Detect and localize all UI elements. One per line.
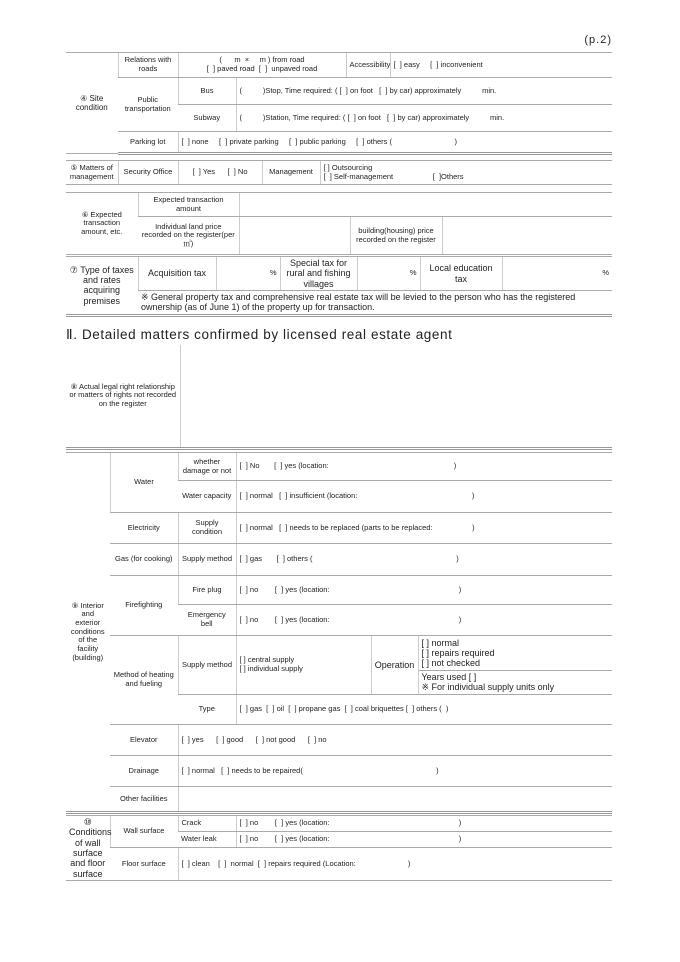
floor-surface-label: Floor surface bbox=[110, 847, 178, 880]
individual-supply-option[interactable]: [ ] individual supply bbox=[239, 664, 303, 673]
land-price-field[interactable] bbox=[239, 217, 350, 255]
management-table bbox=[66, 160, 612, 185]
bus-label: Bus bbox=[178, 78, 236, 105]
parking-label: Parking lot bbox=[118, 132, 178, 154]
taxes-table bbox=[66, 256, 612, 317]
acquisition-tax-field[interactable]: % bbox=[216, 257, 280, 291]
self-management-option[interactable]: [ ] Self-management [ ]Others bbox=[323, 171, 464, 181]
expected-amount-field[interactable] bbox=[239, 193, 612, 217]
site-condition-label: ④ Site condition bbox=[66, 53, 118, 154]
drainage-field[interactable]: [ ] normal [ ] needs to be repaired( ) bbox=[178, 756, 612, 787]
management-label: Management bbox=[262, 161, 320, 185]
tax-note: ※ General property tax and comprehensive real estate tax will be levied to the person who has the registered ownership (as of June 1) of the property up for transaction. bbox=[138, 291, 612, 316]
road-size: ( m × m ) from road bbox=[219, 55, 305, 65]
operation-repairs-option[interactable]: [ ] repairs required bbox=[421, 647, 495, 658]
operation-label: Operation bbox=[371, 636, 418, 695]
floor-surface-field[interactable]: [ ] clean [ ] normal [ ] repairs required (Location: ) bbox=[178, 847, 612, 880]
road-type: [ ] paved road [ ] unpaved road bbox=[206, 64, 318, 73]
legal-rights-label: ⑧ Actual legal right relationship or matters of rights not recorded on the register bbox=[66, 345, 180, 448]
drainage-label: Drainage bbox=[110, 756, 178, 787]
water-leak-field[interactable]: [ ] no [ ] yes (location: ) bbox=[236, 831, 612, 847]
water-capacity-field[interactable]: [ ] normal [ ] insufficient (location: ) bbox=[236, 481, 612, 513]
accessibility-label: Accessibility bbox=[346, 53, 390, 78]
emergency-bell-field[interactable]: [ ] no [ ] yes (location: ) bbox=[236, 605, 612, 636]
fire-plug-field[interactable]: [ ] no [ ] yes (location: ) bbox=[236, 576, 612, 605]
outsourcing-option[interactable]: [ ] Outsourcing bbox=[323, 162, 373, 172]
special-tax-field[interactable]: % bbox=[357, 257, 420, 291]
crack-field[interactable]: [ ] no [ ] yes (location: ) bbox=[236, 816, 612, 832]
supply-condition-label: Supply condition bbox=[178, 513, 236, 544]
section-heading: Ⅱ. Detailed matters confirmed by licensed real estate agent bbox=[66, 327, 453, 342]
water-leak-label: Water leak bbox=[178, 831, 236, 847]
crack-label: Crack bbox=[178, 816, 236, 832]
fuel-type-field[interactable]: [ ] gas [ ] oil [ ] propane gas [ ] coal briquettes [ ] others ( ) bbox=[236, 695, 612, 725]
subway-label: Subway bbox=[178, 105, 236, 132]
relations-label: Relations with roads bbox=[118, 53, 178, 78]
water-label: Water bbox=[110, 453, 178, 513]
firefighting-label: Firefighting bbox=[110, 576, 178, 636]
water-capacity-label: Water capacity bbox=[178, 481, 236, 513]
fuel-type-label: Type bbox=[178, 695, 236, 725]
operation-normal-option[interactable]: [ ] normal bbox=[421, 637, 460, 648]
operation-field bbox=[418, 636, 612, 695]
years-used-field[interactable]: Years used [ ] bbox=[421, 671, 477, 682]
building-price-field[interactable] bbox=[442, 217, 612, 255]
wall-surface-label: Wall surface bbox=[110, 816, 178, 848]
operation-not-checked-option[interactable]: [ ] not checked bbox=[421, 658, 481, 669]
building-price-label: building(housing) price recorded on the register bbox=[350, 217, 442, 255]
facility-section-label: ⑨ Interior and exterior conditions of the facility (building) bbox=[66, 453, 110, 813]
emergency-bell-label: Emergency bell bbox=[178, 605, 236, 636]
heating-label: Method of heating and fueling bbox=[110, 636, 178, 725]
parking-field[interactable]: [ ] none [ ] private parking [ ] public parking [ ] others ( ) bbox=[178, 132, 612, 154]
electricity-field[interactable]: [ ] normal [ ] needs to be replaced (parts to be replaced: ) bbox=[236, 513, 612, 544]
elevator-label: Elevator bbox=[110, 725, 178, 756]
years-used-note: ※ For individual supply units only bbox=[421, 682, 555, 693]
elevator-field[interactable]: [ ] yes [ ] good [ ] not good [ ] no bbox=[178, 725, 612, 756]
water-damage-field[interactable]: [ ] No [ ] yes (location: ) bbox=[236, 453, 612, 481]
special-tax-label: Special tax for rural and fishing villages bbox=[280, 257, 357, 291]
bus-field[interactable]: ( )Stop, Time required: ( [ ] on foot [ ] by car) approximately min. bbox=[236, 78, 612, 105]
security-office-field[interactable]: [ ] Yes [ ] No bbox=[178, 161, 262, 185]
local-education-tax-field[interactable]: % bbox=[502, 257, 612, 291]
gas-supply-method-label: Supply method bbox=[178, 544, 236, 576]
page-number: (p.2) bbox=[584, 34, 612, 46]
legal-rights-field[interactable] bbox=[180, 345, 612, 448]
gas-label: Gas (for cooking) bbox=[110, 544, 178, 576]
security-office-label: Security Office bbox=[118, 161, 178, 185]
facility-conditions-table bbox=[66, 452, 612, 814]
wall-floor-table bbox=[66, 815, 612, 881]
expected-amount-label: Expected transaction amount bbox=[138, 193, 239, 217]
transaction-section-label: ⑥ Expected transaction amount, etc. bbox=[66, 193, 138, 255]
gas-field[interactable]: [ ] gas [ ] others ( ) bbox=[236, 544, 612, 576]
fire-plug-label: Fire plug bbox=[178, 576, 236, 605]
other-facilities-label: Other facilities bbox=[110, 787, 178, 813]
subway-field[interactable]: ( )Station, Time required: ( [ ] on foot [ ] by car) approximately min. bbox=[236, 105, 612, 132]
legal-rights-table bbox=[66, 345, 612, 450]
road-field[interactable] bbox=[178, 53, 346, 78]
electricity-label: Electricity bbox=[110, 513, 178, 544]
management-field[interactable] bbox=[320, 161, 612, 185]
local-education-tax-label: Local education tax bbox=[420, 257, 502, 291]
heating-supply-method-label: Supply method bbox=[178, 636, 236, 695]
wall-floor-section-label: ⑩ Conditions of wall surface and floor surface bbox=[66, 816, 110, 881]
land-price-label: Individual land price recorded on the register(per ㎡) bbox=[138, 217, 239, 255]
management-section-label: ⑤ Matters of management bbox=[66, 161, 118, 185]
acquisition-tax-label: Acquisition tax bbox=[138, 257, 216, 291]
damage-label: whether damage or not bbox=[178, 453, 236, 481]
other-facilities-field[interactable] bbox=[178, 787, 612, 813]
taxes-section-label: ⑦ Type of taxes and rates acquiring premises bbox=[66, 257, 138, 316]
central-supply-option[interactable]: [ ] central supply bbox=[239, 655, 295, 665]
accessibility-options[interactable]: [ ] easy [ ] inconvenient bbox=[390, 53, 612, 78]
transaction-amount-table bbox=[66, 192, 612, 255]
heating-supply-field[interactable] bbox=[236, 636, 371, 695]
public-transport-label: Public transportation bbox=[118, 78, 178, 132]
site-condition-table bbox=[66, 52, 612, 155]
